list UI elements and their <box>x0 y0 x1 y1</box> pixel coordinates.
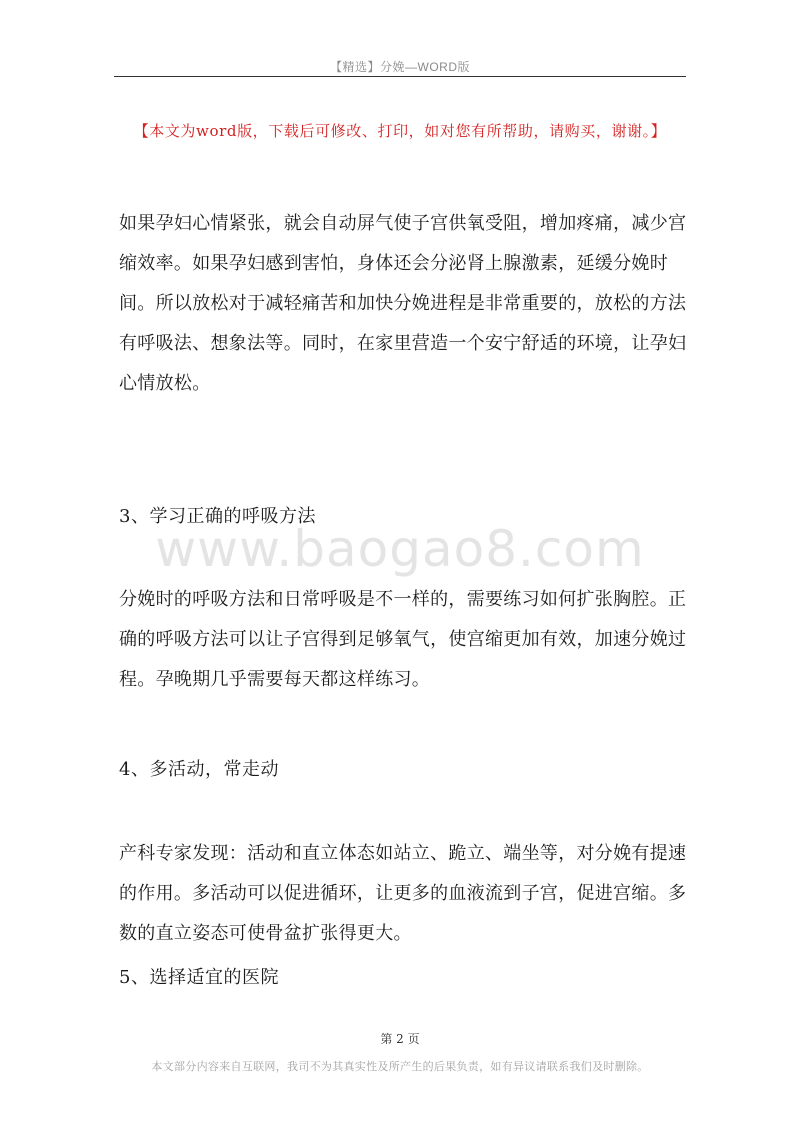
watermark-text: www.baogao8.com <box>155 520 645 578</box>
paragraph-breathing: 分娩时的呼吸方法和日常呼吸是不一样的，需要练习如何扩张胸腔。正确的呼吸方法可以让子宫得到足够氧气，使宫缩更加有效，加速分娩过程。孕晚期几乎需要每天都这样练习。 <box>119 589 687 690</box>
purchase-notice: 【本文为word版，下载后可修改、打印，如对您有所帮助，请购买，谢谢。】 <box>133 122 667 140</box>
section-heading-activity: 4、多活动，常走动 <box>119 759 279 780</box>
section-heading-breathing: 3、学习正确的呼吸方法 <box>119 506 316 527</box>
section-heading-hospital: 5、选择适宜的医院 <box>119 967 279 988</box>
footer-disclaimer: 本文部分内容来自互联网，我司不为其真实性及所产生的后果负责，如有异议请联系我们及时删除。 <box>151 1060 649 1073</box>
header-divider <box>114 76 686 77</box>
document-header-title: 【精选】分娩—WORD版 <box>330 60 470 74</box>
paragraph-activity: 产科专家发现：活动和直立体态如站立、跪立、端坐等，对分娩有提速的作用。多活动可以促进循环，让更多的血液流到子宫，促进宫缩。多数的直立姿态可使骨盆扩张得更大。 <box>119 843 687 944</box>
paragraph-relaxation: 如果孕妇心情紧张，就会自动屏气使子宫供氧受阻，增加疼痛，减少宫缩效率。如果孕妇感到害怕，身体还会分泌肾上腺激素，延缓分娩时间。所以放松对于减轻痛苦和加快分娩进程是非常重要的，放松的方法有呼吸法、想象法等。同时，在家里营造一个安宁舒适的环境，让孕妇心情放松。 <box>119 213 687 394</box>
page-number: 第 2 页 <box>380 1032 420 1046</box>
